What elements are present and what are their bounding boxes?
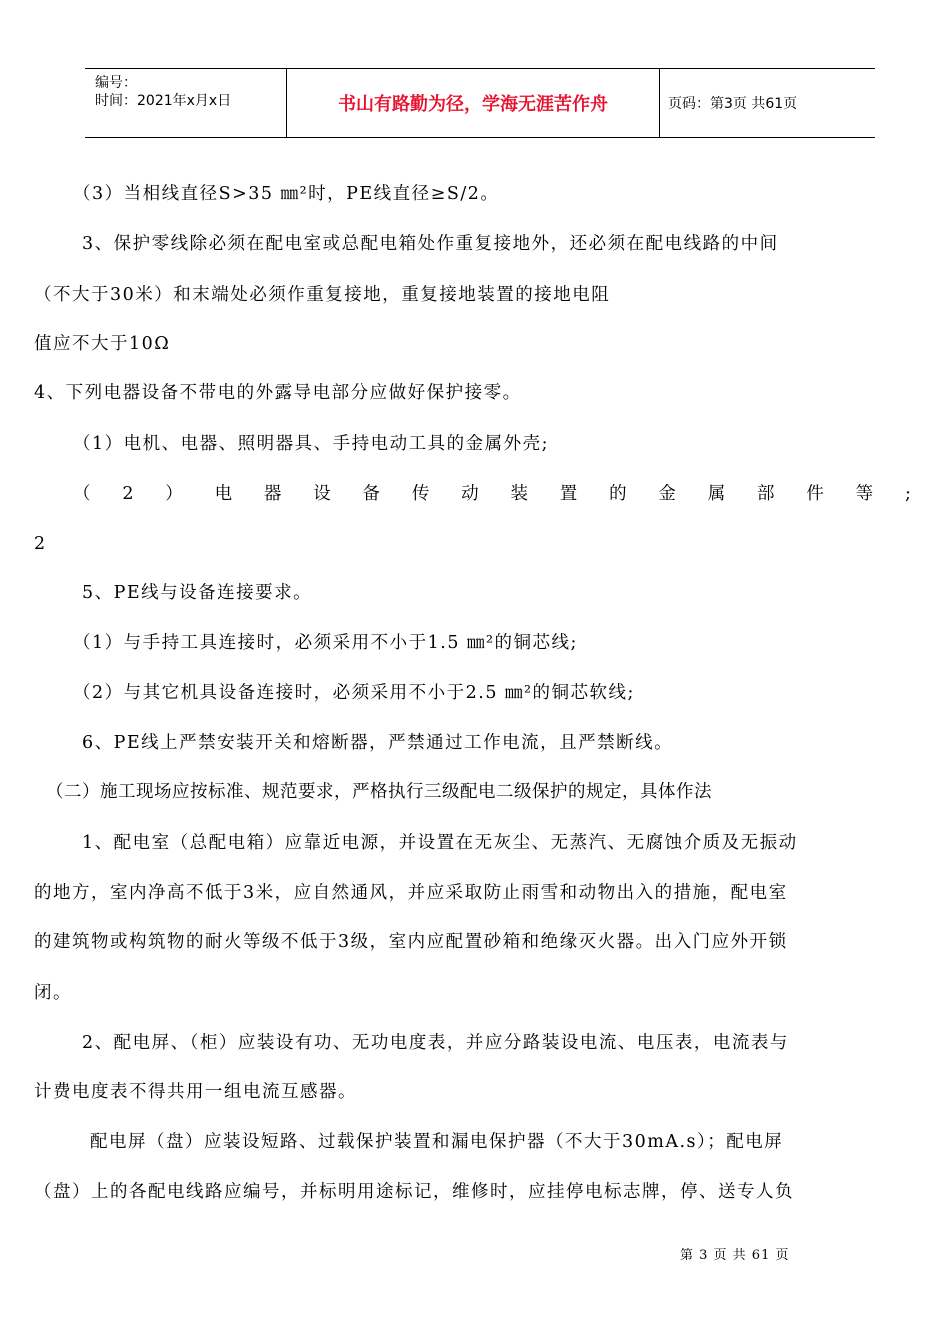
header-left-cell <box>85 69 285 137</box>
paragraph-line: 2 <box>34 534 47 554</box>
justified-token: 置 <box>559 484 578 504</box>
justified-token: 部 <box>757 484 775 504</box>
header-page-number: 页码：第3页 共61页 <box>668 96 798 112</box>
paragraph-line: （2）与其它机具设备连接时，必须采用不小于2.5 ㎜²的铜芯软线; <box>73 683 635 703</box>
header-middle-cell <box>286 69 660 137</box>
document-time-label: 时间：2021年x月x日 <box>95 93 232 109</box>
paragraph-line: 值应不大于10Ω <box>34 334 171 354</box>
paragraph-line: 计费电度表不得共用一组电流互感器。 <box>34 1082 357 1102</box>
justified-token: （ <box>73 484 91 504</box>
paragraph-line: （1）与手持工具连接时，必须采用不小于1.5 ㎜²的铜芯线; <box>73 633 578 653</box>
justified-token: ） <box>165 484 183 504</box>
justified-token: 件 <box>806 484 824 504</box>
paragraph-line: （不大于30米）和末端处必须作重复接地，重复接地装置的接地电阻 <box>34 285 611 305</box>
justified-token: 的 <box>609 484 627 504</box>
header-motto: 书山有路勤为径，学海无涯苦作舟 <box>338 94 608 115</box>
paragraph-line: （1）电机、电器、照明器具、手持电动工具的金属外壳; <box>73 434 550 454</box>
paragraph-line: （3）当相线直径S>35 ㎜²时，PE线直径≥S/2。 <box>73 184 500 204</box>
section-heading: （二）施工现场应按标准、规范要求，严格执行三级配电二级保护的规定，具体作法 <box>46 782 712 802</box>
justified-line <box>73 482 911 506</box>
paragraph-line: 配电屏（盘）应装设短路、过载保护装置和漏电保护器（不大于30mA.s）；配电屏 <box>90 1132 784 1152</box>
justified-token: 等 <box>855 484 874 504</box>
paragraph-line: 5、PE线与设备连接要求。 <box>82 583 313 603</box>
justified-token: 传 <box>411 484 430 504</box>
justified-token: 备 <box>362 484 381 504</box>
paragraph-line: 的地方，室内净高不低于3米，应自然通风，并应采取防止雨雪和动物出入的措施，配电室 <box>34 883 788 903</box>
justified-token: 2 <box>122 484 134 504</box>
justified-token: 属 <box>707 484 726 504</box>
justified-token: 装 <box>510 484 528 504</box>
justified-token: 器 <box>263 484 282 504</box>
page-footer: 第 3 页 共 61 页 <box>680 1248 790 1263</box>
header-right-cell <box>660 69 875 137</box>
paragraph-line: 3、保护零线除必须在配电室或总配电箱处作重复接地外，还必须在配电线路的中间 <box>82 234 779 254</box>
document-header <box>85 68 875 138</box>
justified-token: 设 <box>313 484 331 504</box>
justified-token: 动 <box>461 484 479 504</box>
justified-token: 电 <box>214 484 233 504</box>
paragraph-line: 6、PE线上严禁安装开关和熔断器，严禁通过工作电流，且严禁断线。 <box>82 733 674 753</box>
document-id-label: 编号： <box>95 75 137 91</box>
paragraph-line: 4、下列电器设备不带电的外露导电部分应做好保护接零。 <box>34 383 522 403</box>
paragraph-line: （盘）上的各配电线路应编号，并标明用途标记，维修时，应挂停电标志牌，停、送专人负 <box>34 1182 794 1202</box>
paragraph-line: 2、配电屏、（柜）应装设有功、无功电度表，并应分路装设电流、电压表，电流表与 <box>82 1033 789 1053</box>
paragraph-line: 的建筑物或构筑物的耐火等级不低于3级，室内应配置砂箱和绝缘灭火器。出入门应外开锁 <box>34 932 788 952</box>
paragraph-line: 闭。 <box>34 983 72 1003</box>
paragraph-line: 1、配电室（总配电箱）应靠近电源，并设置在无灰尘、无蒸汽、无腐蚀介质及无振动 <box>82 833 798 853</box>
justified-token: ; <box>904 484 911 504</box>
justified-token: 金 <box>658 484 676 504</box>
